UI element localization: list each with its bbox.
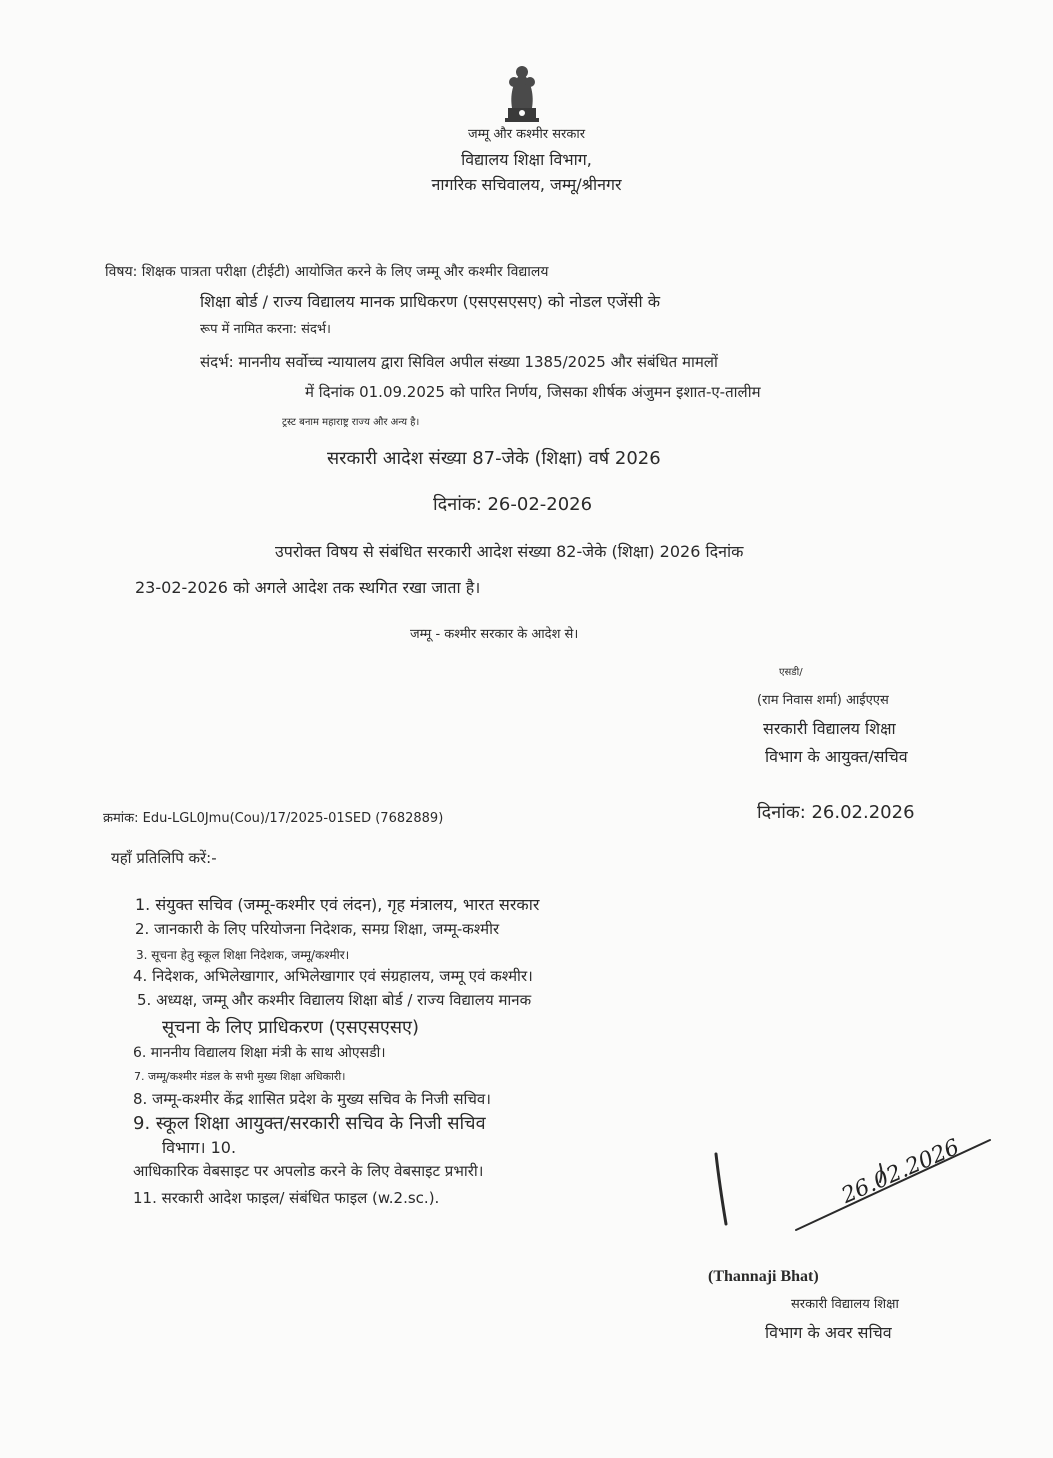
subject-line-3: रूप में नामित करना: संदर्भ। bbox=[200, 322, 331, 337]
list-item: 5. अध्यक्ष, जम्मू और कश्मीर विद्यालय शिक्षा बोर्ड / राज्य विद्यालय मानक bbox=[137, 991, 532, 1009]
list-item: 7. जम्मू/कश्मीर मंडल के सभी मुख्य शिक्षा अधिकारी। bbox=[134, 1070, 346, 1083]
order-title: सरकारी आदेश संख्या 87-जेके (शिक्षा) वर्ष 2026 bbox=[327, 448, 661, 469]
list-item: 9. स्कूल शिक्षा आयुक्त/सरकारी सचिव के निजी सचिव bbox=[133, 1113, 486, 1134]
order-date: दिनांक: 26-02-2026 bbox=[433, 494, 593, 515]
signatory-title-line-1: सरकारी विद्यालय शिक्षा bbox=[763, 719, 896, 738]
list-item: 6. माननीय विद्यालय शिक्षा मंत्री के साथ ओएसडी। bbox=[133, 1045, 386, 1061]
signature-date: 26.02.2026 bbox=[838, 1134, 964, 1209]
order-body-line-1: उपरोक्त विषय से संबंधित सरकारी आदेश संख्या 82-जेके (शिक्षा) 2026 दिनांक bbox=[275, 542, 744, 561]
by-order-line: जम्मू - कश्मीर सरकार के आदेश से। bbox=[410, 627, 579, 642]
reference-line-2: में दिनांक 01.09.2025 को पारित निर्णय, जिसका शीर्षक अंजुमन इशात-ए-तालीम bbox=[305, 383, 761, 401]
list-item: 11. सरकारी आदेश फाइल/ संबंधित फाइल (w.2.sc.). bbox=[133, 1189, 440, 1207]
under-secretary-title-line-2: विभाग के अवर सचिव bbox=[765, 1323, 892, 1342]
under-secretary-name: (Thannaji Bhat) bbox=[708, 1268, 819, 1285]
list-item: 2. जानकारी के लिए परियोजना निदेशक, समग्र शिक्षा, जम्मू-कश्मीर bbox=[135, 920, 500, 938]
list-item: आधिकारिक वेबसाइट पर अपलोड करने के लिए वेबसाइट प्रभारी। bbox=[133, 1162, 484, 1180]
order-body-line-2: 23-02-2026 को अगले आदेश तक स्थगित रखा जाता है। bbox=[135, 578, 481, 597]
list-item: 4. निदेशक, अभिलेखागार, अभिलेखागार एवं संग्रहालय, जम्मू एवं कश्मीर। bbox=[133, 967, 533, 985]
signatory-title-line-2: विभाग के आयुक्त/सचिव bbox=[765, 747, 908, 766]
signatory-name: (राम निवास शर्मा) आईएएस bbox=[757, 693, 889, 708]
list-item: विभाग। 10. bbox=[162, 1138, 237, 1157]
header-government: जम्मू और कश्मीर सरकार bbox=[467, 127, 586, 142]
reference-line-3: ट्रस्ट बनाम महाराष्ट्र राज्य और अन्य है। bbox=[282, 417, 420, 428]
list-item: 1. संयुक्त सचिव (जम्मू-कश्मीर एवं लंदन), गृह मंत्रालय, भारत सरकार bbox=[135, 895, 540, 914]
under-secretary-title-line-1: सरकारी विद्यालय शिक्षा bbox=[791, 1297, 899, 1312]
subject-line-1: विषय: शिक्षक पात्रता परीक्षा (टीईटी) आयोजित करने के लिए जम्मू और कश्मीर विद्यालय bbox=[105, 264, 549, 280]
signatory-sd: एसडी/ bbox=[779, 667, 803, 678]
reference-line-1: संदर्भ: माननीय सर्वोच्च न्यायालय द्वारा सिविल अपील संख्या 1385/2025 और संबंधित मामलों bbox=[200, 353, 718, 371]
subject-line-2: शिक्षा बोर्ड / राज्य विद्यालय मानक प्राधिकरण (एसएसएसए) को नोडल एजेंसी के bbox=[200, 292, 660, 311]
list-item: 3. सूचना हेतु स्कूल शिक्षा निदेशक, जम्मू/कश्मीर। bbox=[136, 948, 350, 962]
list-item: सूचना के लिए प्राधिकरण (एसएसएसए) bbox=[162, 1017, 419, 1038]
header-secretariat: नागरिक सचिवालय, जम्मू/श्रीनगर bbox=[431, 175, 622, 194]
reference-date: दिनांक: 26.02.2026 bbox=[757, 802, 915, 823]
national-emblem-icon bbox=[500, 62, 544, 126]
copy-to-heading: यहाँ प्रतिलिपि करें:- bbox=[111, 849, 217, 867]
list-item: 8. जम्मू-कश्मीर केंद्र शासित प्रदेश के मुख्य सचिव के निजी सचिव। bbox=[133, 1090, 491, 1108]
reference-number: क्रमांक: Edu-LGL0Jmu(Cou)/17/2025-01SED (7682889) bbox=[103, 811, 444, 826]
header-department: विद्यालय शिक्षा विभाग, bbox=[461, 150, 592, 169]
